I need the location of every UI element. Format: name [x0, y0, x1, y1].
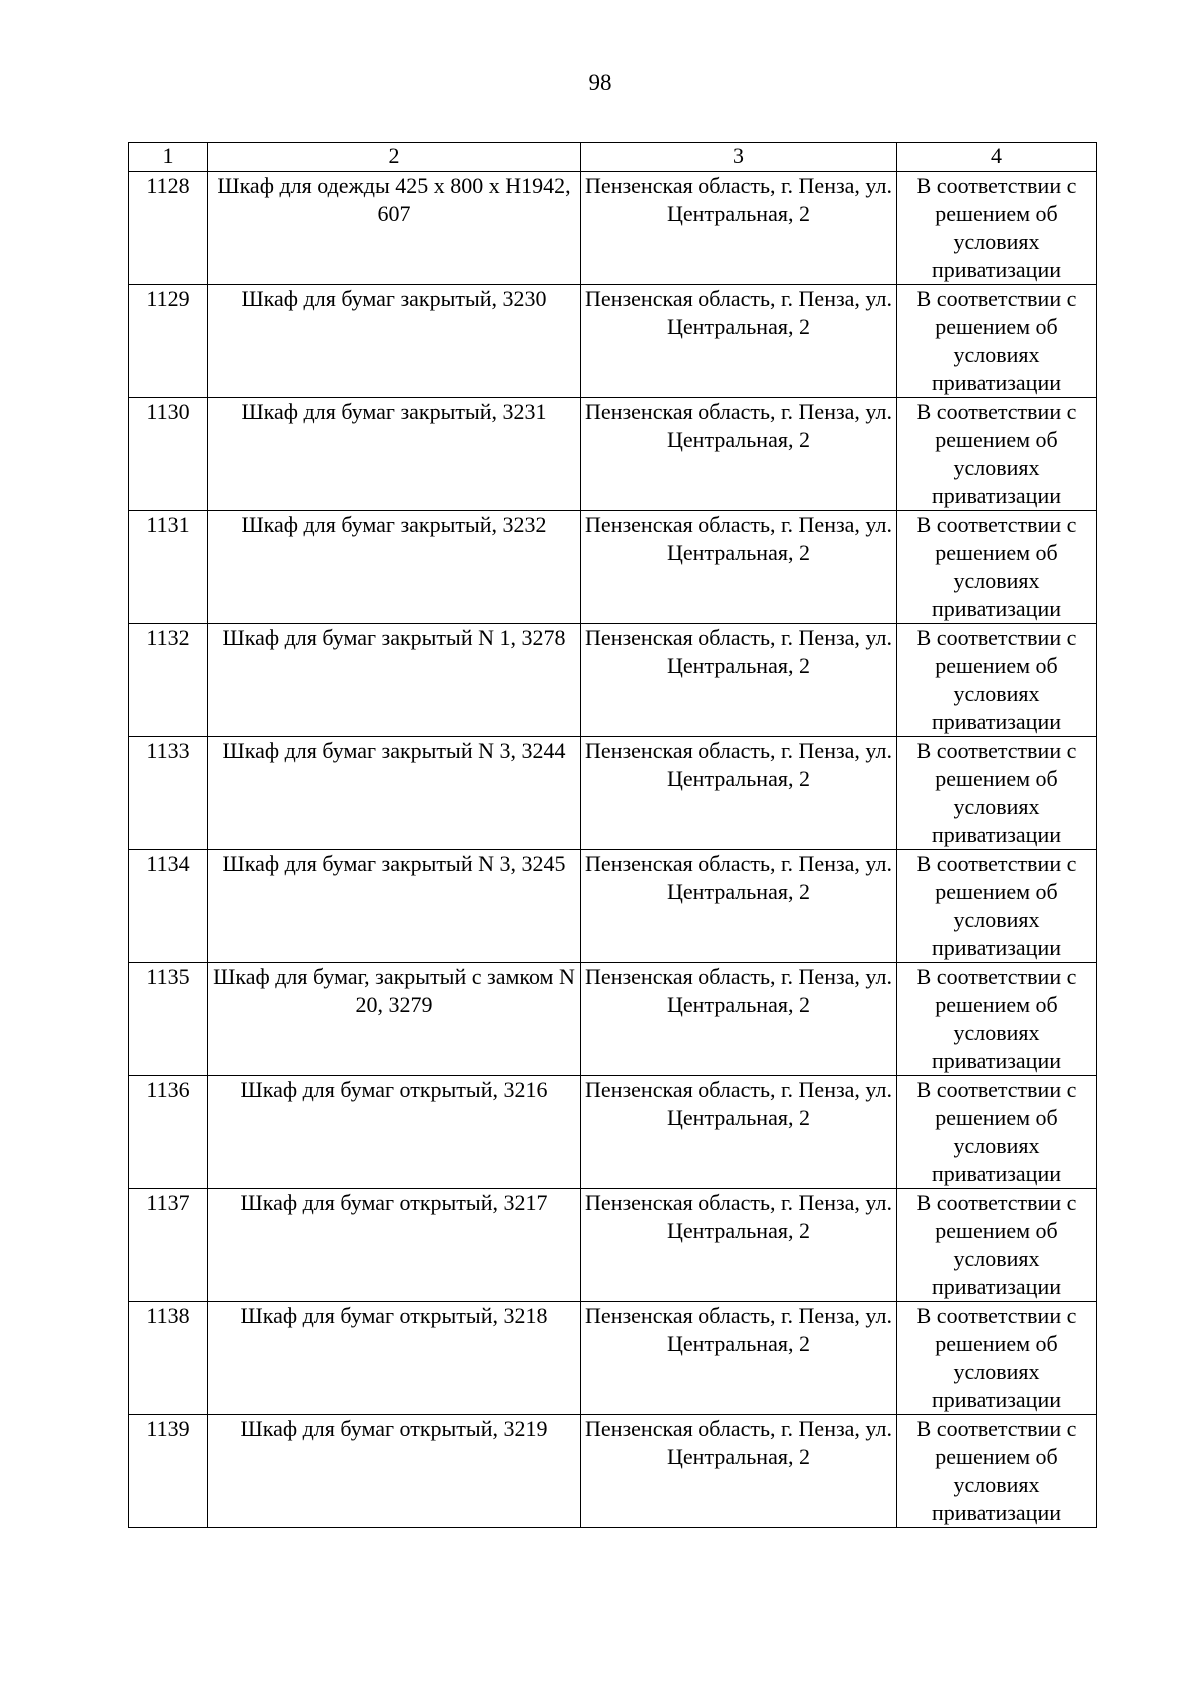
address-cell: Пензенская область, г. Пенза, ул. Центральная, 2: [581, 737, 897, 850]
note-cell: В соответствии с решением об условиях приватизации: [897, 172, 1097, 285]
address-cell: Пензенская область, г. Пенза, ул. Центральная, 2: [581, 1076, 897, 1189]
item-name-cell: Шкаф для бумаг закрытый N 1, 3278: [208, 624, 581, 737]
item-name-cell: Шкаф для бумаг, закрытый с замком N 20, 3279: [208, 963, 581, 1076]
address-cell: Пензенская область, г. Пенза, ул. Центральная, 2: [581, 398, 897, 511]
item-name-cell: Шкаф для бумаг закрытый, 3231: [208, 398, 581, 511]
row-number-cell: 1138: [129, 1302, 208, 1415]
table-row: [129, 963, 1097, 1076]
row-number-cell: 1129: [129, 285, 208, 398]
address-cell: Пензенская область, г. Пенза, ул. Центральная, 2: [581, 624, 897, 737]
table-row: [129, 285, 1097, 398]
address-cell: Пензенская область, г. Пенза, ул. Центральная, 2: [581, 850, 897, 963]
row-number-cell: 1128: [129, 172, 208, 285]
item-name-cell: Шкаф для одежды 425 x 800 x H1942, 607: [208, 172, 581, 285]
note-cell: В соответствии с решением об условиях приватизации: [897, 1302, 1097, 1415]
note-cell: В соответствии с решением об условиях приватизации: [897, 737, 1097, 850]
row-number-cell: 1139: [129, 1415, 208, 1528]
table-row: [129, 624, 1097, 737]
address-cell: Пензенская область, г. Пенза, ул. Центральная, 2: [581, 511, 897, 624]
table-row: [129, 511, 1097, 624]
header-cell-3: 3: [581, 143, 897, 172]
table-body: [129, 143, 1097, 1528]
row-number-cell: 1132: [129, 624, 208, 737]
item-name-cell: Шкаф для бумаг закрытый, 3232: [208, 511, 581, 624]
row-number-cell: 1136: [129, 1076, 208, 1189]
address-cell: Пензенская область, г. Пенза, ул. Центральная, 2: [581, 285, 897, 398]
table-header-row: [129, 143, 1097, 172]
item-name-cell: Шкаф для бумаг закрытый N 3, 3245: [208, 850, 581, 963]
table-row: [129, 172, 1097, 285]
header-cell-4: 4: [897, 143, 1097, 172]
note-cell: В соответствии с решением об условиях приватизации: [897, 850, 1097, 963]
item-name-cell: Шкаф для бумаг закрытый, 3230: [208, 285, 581, 398]
note-cell: В соответствии с решением об условиях приватизации: [897, 398, 1097, 511]
table-row: [129, 1302, 1097, 1415]
table-row: [129, 1189, 1097, 1302]
table-row: [129, 1415, 1097, 1528]
item-name-cell: Шкаф для бумаг закрытый N 3, 3244: [208, 737, 581, 850]
table-row: [129, 737, 1097, 850]
header-cell-1: 1: [129, 143, 208, 172]
note-cell: В соответствии с решением об условиях приватизации: [897, 1189, 1097, 1302]
page-number: 98: [588, 70, 612, 95]
note-cell: В соответствии с решением об условиях приватизации: [897, 511, 1097, 624]
address-cell: Пензенская область, г. Пенза, ул. Центральная, 2: [581, 1302, 897, 1415]
table-row: [129, 850, 1097, 963]
row-number-cell: 1135: [129, 963, 208, 1076]
table-row: [129, 398, 1097, 511]
item-name-cell: Шкаф для бумаг открытый, 3218: [208, 1302, 581, 1415]
note-cell: В соответствии с решением об условиях приватизации: [897, 963, 1097, 1076]
note-cell: В соответствии с решением об условиях приватизации: [897, 1415, 1097, 1528]
address-cell: Пензенская область, г. Пенза, ул. Центральная, 2: [581, 172, 897, 285]
table-row: [129, 1076, 1097, 1189]
item-name-cell: Шкаф для бумаг открытый, 3216: [208, 1076, 581, 1189]
row-number-cell: 1137: [129, 1189, 208, 1302]
property-table: [128, 142, 1097, 1528]
note-cell: В соответствии с решением об условиях приватизации: [897, 1076, 1097, 1189]
item-name-cell: Шкаф для бумаг открытый, 3217: [208, 1189, 581, 1302]
address-cell: Пензенская область, г. Пенза, ул. Центральная, 2: [581, 1189, 897, 1302]
address-cell: Пензенская область, г. Пенза, ул. Центральная, 2: [581, 963, 897, 1076]
row-number-cell: 1134: [129, 850, 208, 963]
item-name-cell: Шкаф для бумаг открытый, 3219: [208, 1415, 581, 1528]
note-cell: В соответствии с решением об условиях приватизации: [897, 624, 1097, 737]
header-cell-2: 2: [208, 143, 581, 172]
address-cell: Пензенская область, г. Пенза, ул. Центральная, 2: [581, 1415, 897, 1528]
row-number-cell: 1131: [129, 511, 208, 624]
row-number-cell: 1130: [129, 398, 208, 511]
note-cell: В соответствии с решением об условиях приватизации: [897, 285, 1097, 398]
row-number-cell: 1133: [129, 737, 208, 850]
